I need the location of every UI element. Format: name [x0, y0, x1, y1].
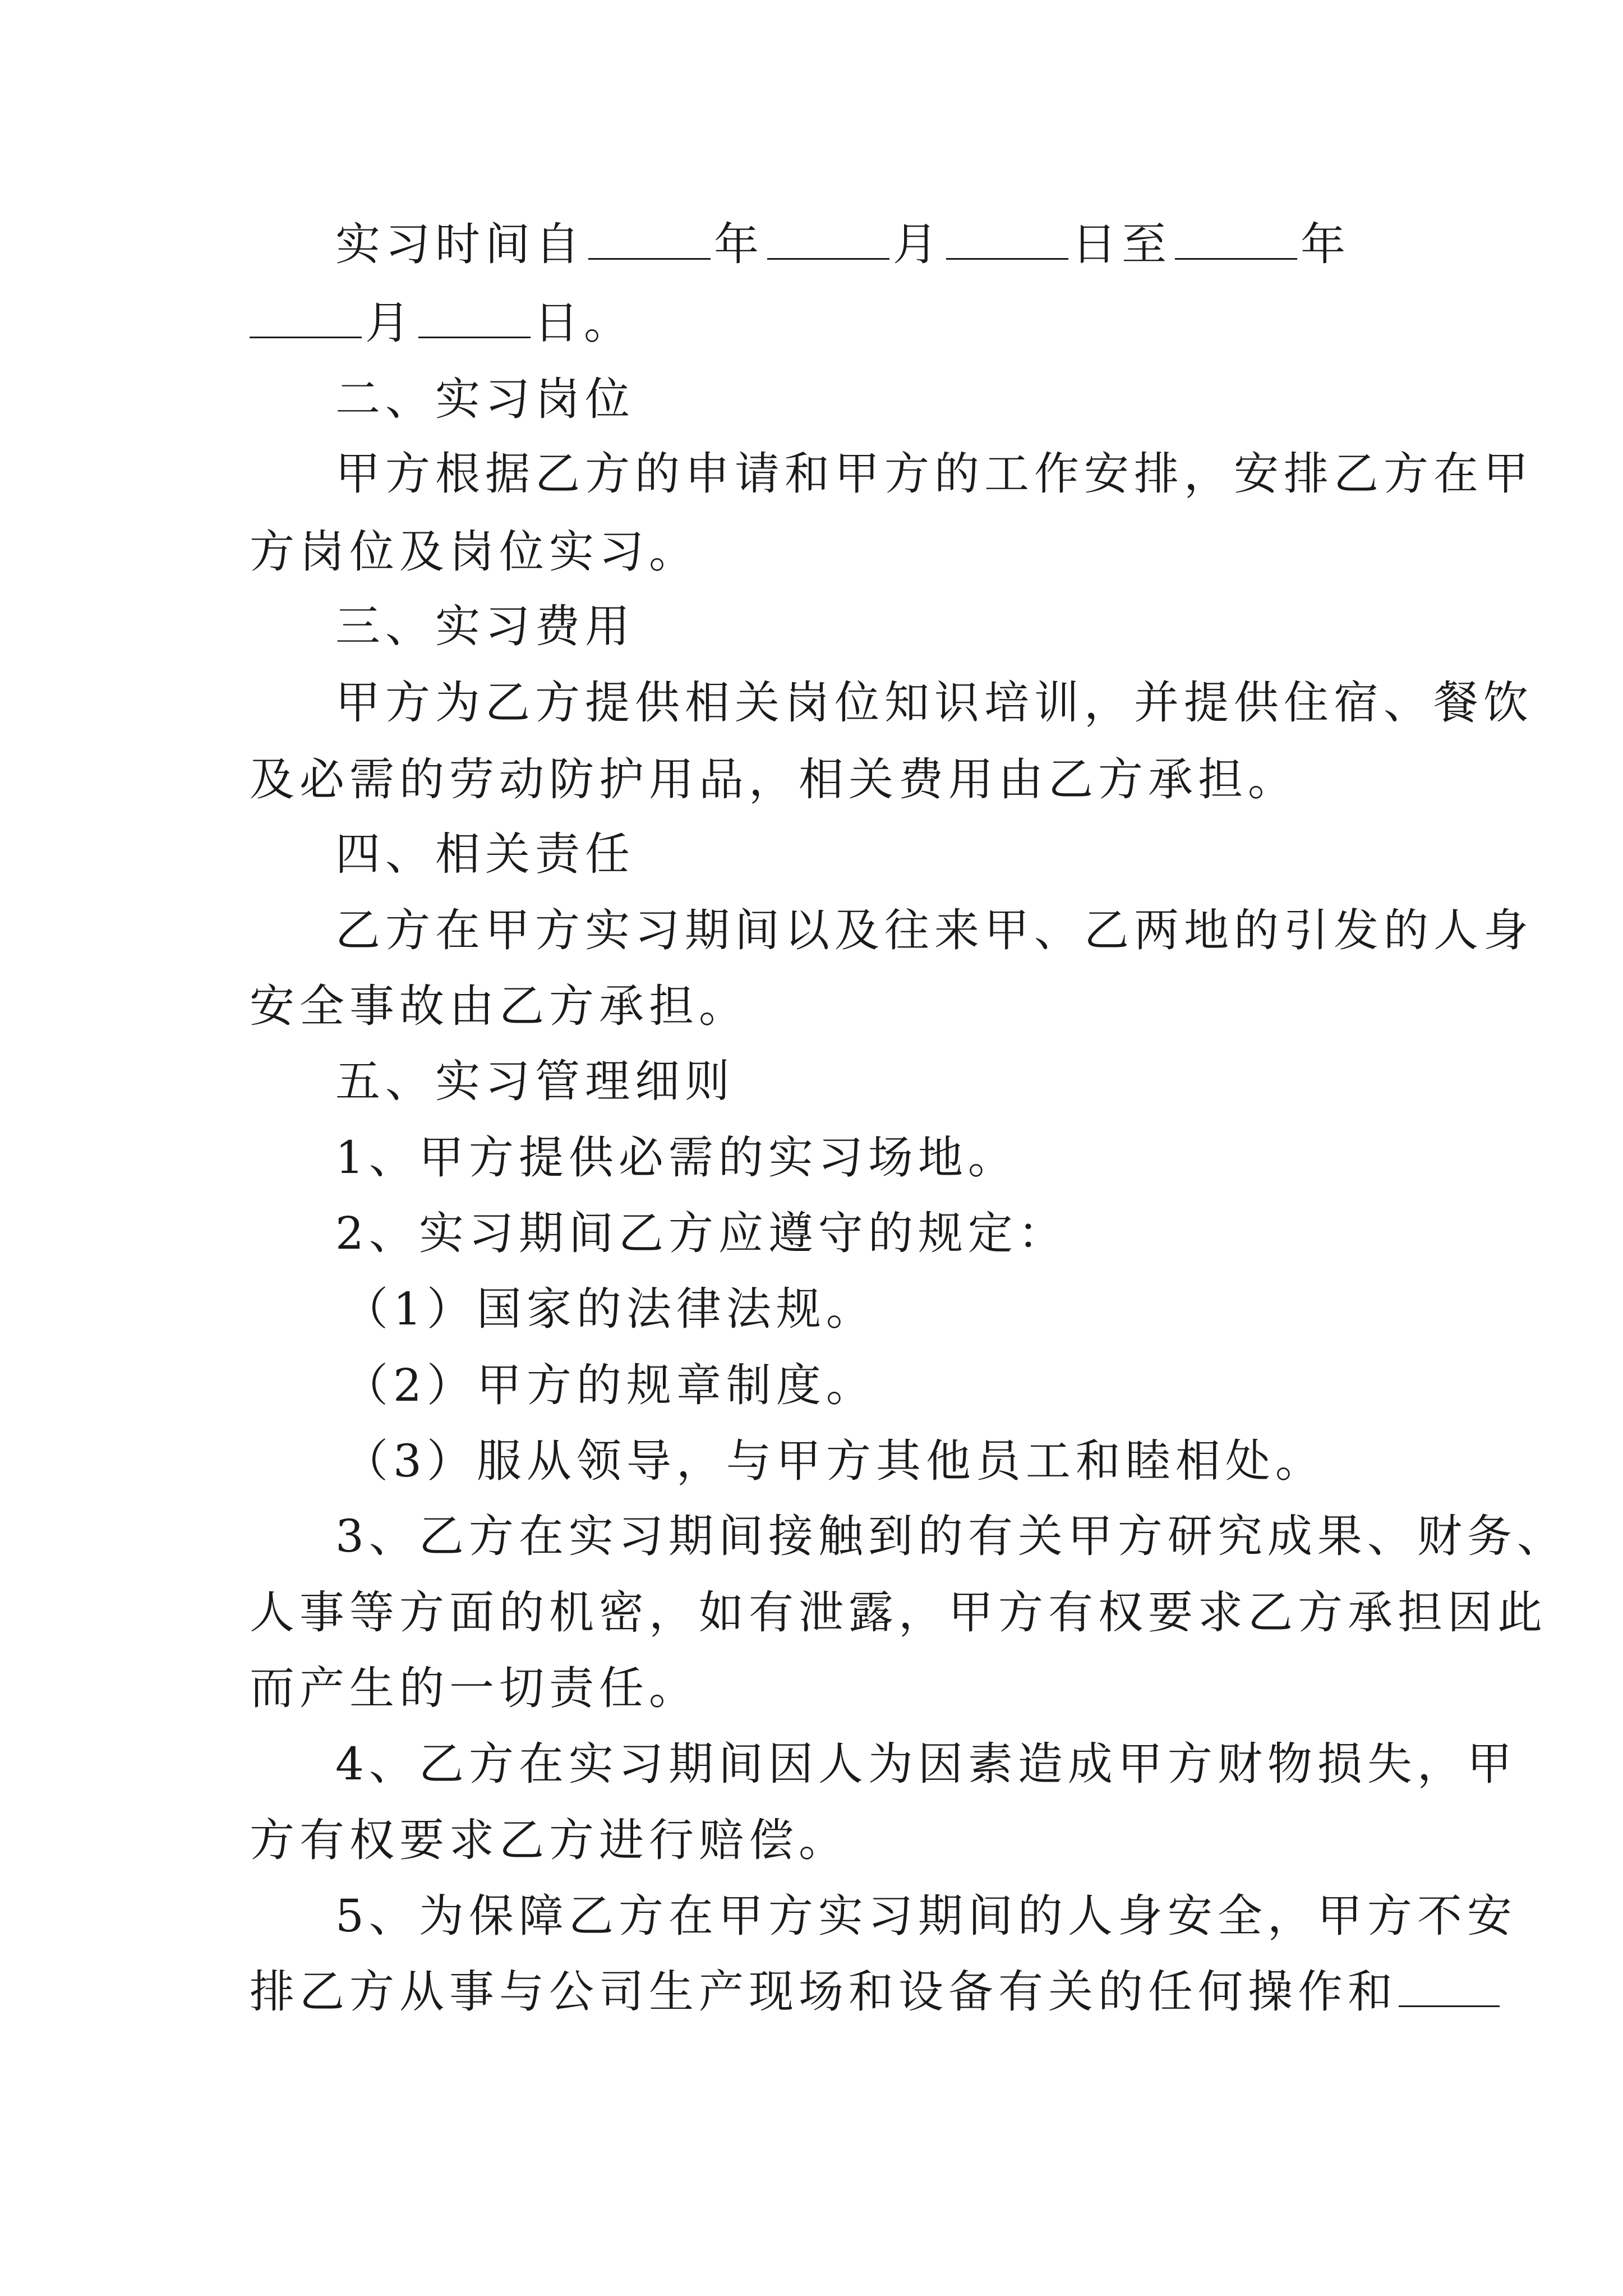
item-5-line-2-text: 排乙方从事与公司生产现场和设备有关的任何操作和 — [250, 1966, 1398, 2018]
period-prefix: 实习时间自 — [335, 218, 585, 270]
internship-period-line — [335, 218, 1479, 272]
item-4-line-2: 方有权要求乙方进行赔偿。 — [250, 1814, 849, 1866]
internship-period-line-2 — [250, 296, 1394, 350]
period-day-1: 日至 — [1072, 218, 1172, 270]
item-1: 1、甲方提供必需的实习场地。 — [335, 1131, 1018, 1184]
section-4-title: 四、相关责任 — [335, 828, 635, 880]
item-2: 2、实习期间乙方应遵守的规定： — [335, 1207, 1068, 1259]
item-3-line-2: 人事等方面的机密，如有泄露，甲方有权要求乙方承担因此 — [250, 1586, 1547, 1639]
section-2-body-1: 甲方根据乙方的申请和甲方的工作安排，安排乙方在甲 — [335, 448, 1533, 500]
day-blank — [946, 219, 1068, 260]
section-5-title: 五、实习管理细则 — [335, 1055, 735, 1107]
period-year-2: 年 — [1301, 218, 1350, 270]
section-3-body-2: 及必需的劳动防护用品，相关费用由乙方承担。 — [250, 753, 1298, 806]
period-end: 日。 — [534, 297, 634, 349]
item-4-line-1: 4、乙方在实习期间因人为因素造成甲方财物损失，甲 — [335, 1738, 1517, 1790]
section-3-body-1: 甲方为乙方提供相关岗位知识培训，并提供住宿、餐饮 — [335, 677, 1533, 729]
item-2-sub-1: （1）国家的法律法规。 — [343, 1283, 876, 1335]
item-2-sub-2: （2）甲方的规章制度。 — [343, 1359, 876, 1411]
period-month-1: 月 — [893, 218, 943, 270]
section-3-title: 三、实习费用 — [335, 600, 635, 652]
day-blank-2 — [418, 297, 531, 338]
trailing-blank — [1399, 1966, 1500, 2007]
item-5-line-2 — [250, 1965, 1398, 2019]
month-blank-2 — [250, 297, 362, 338]
period-month-2: 月 — [365, 297, 415, 349]
section-4-body-2: 安全事故由乙方承担。 — [250, 980, 749, 1032]
section-2-body-2: 方岗位及岗位实习。 — [250, 526, 699, 578]
item-3-line-3: 而产生的一切责任。 — [250, 1662, 699, 1714]
item-2-sub-3: （3）服从领导，与甲方其他员工和睦相处。 — [343, 1435, 1325, 1487]
item-5-line-1: 5、为保障乙方在甲方实习期间的人身安全，甲方不安 — [335, 1890, 1517, 1942]
month-blank — [767, 219, 889, 260]
section-4-body-1: 乙方在甲方实习期间以及往来甲、乙两地的引发的人身 — [335, 904, 1533, 956]
year-blank — [588, 219, 711, 260]
item-3-line-1: 3、乙方在实习期间接触到的有关甲方研究成果、财务、 — [335, 1510, 1567, 1562]
period-year-1: 年 — [714, 218, 764, 270]
section-2-title: 二、实习岗位 — [335, 373, 635, 425]
year-blank-2 — [1175, 219, 1297, 260]
